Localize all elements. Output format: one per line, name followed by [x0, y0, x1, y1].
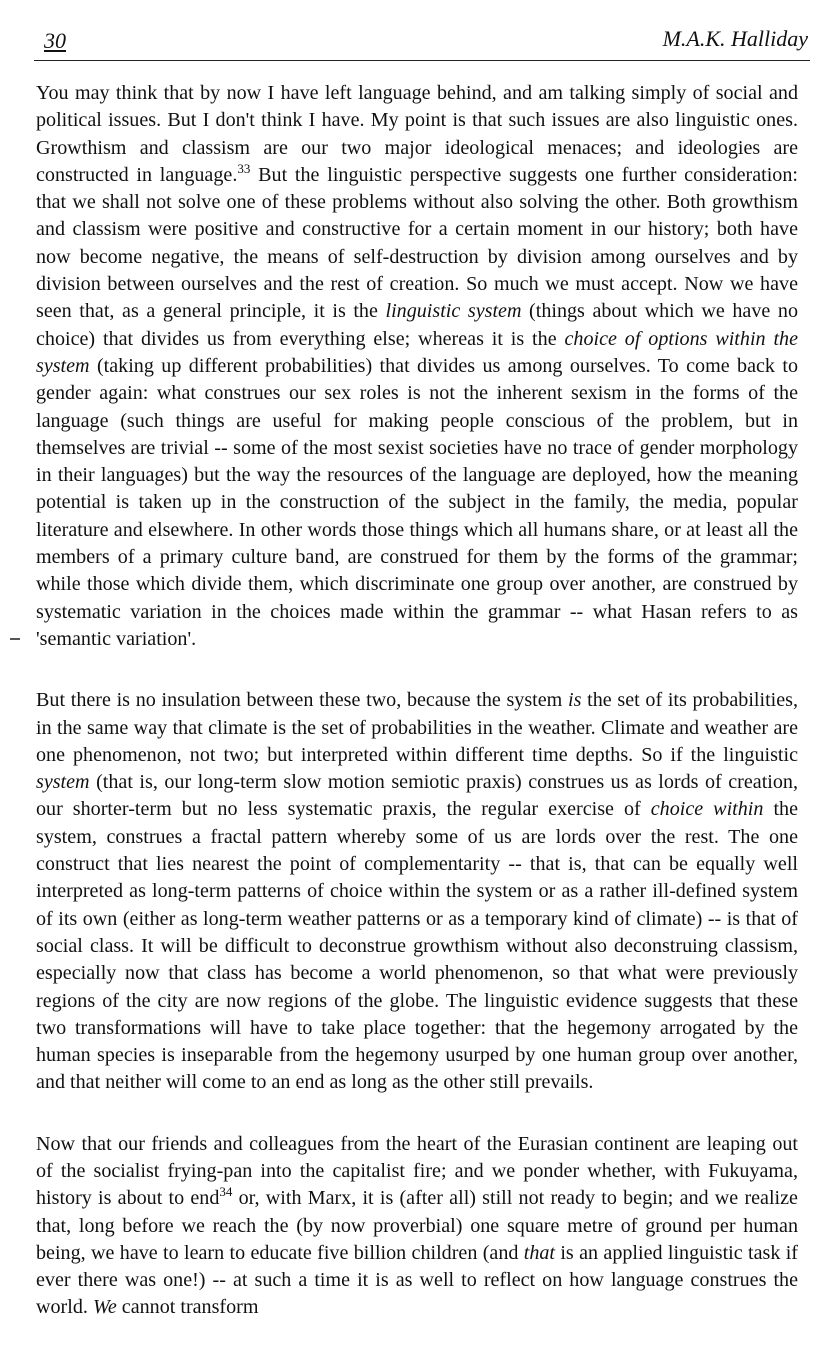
- body-text: [36, 80, 798, 1322]
- text-segment: (taking up different probabilities) that divides us among ourselves. To come back to gender again: what construes our sex roles is not the inherent sexism in the forms of the language (such things are useful for making people conscious of the problem, but in themselves are trivial -- some of the most sexist societies have no trace of gender morphology in their languages) but the way the resources of the language are deployed, how the meaning potential is taken up in the construction of the subject in the family, the media, popular literature and elsewhere. In other words those things which all humans share, or at least all the members of a primary culture band, are construed for them by the forms of the grammar; while those which divide them, which discriminate one group over another, are construed by systematic variation in the choices made within the grammar -- what Hasan refers to as 'semantic variation'.: [36, 354, 798, 650]
- italic-emphasis: that: [523, 1241, 556, 1264]
- paragraph: [36, 1131, 798, 1322]
- paragraph: [36, 80, 798, 653]
- text-segment: is an applied linguistic task if ever there was one!) -- at such a time it is as well to reflect on how language construes the world.: [36, 1241, 798, 1319]
- italic-emphasis: is: [568, 689, 582, 712]
- running-head-author: M.A.K. Halliday: [662, 26, 808, 51]
- page-header: [34, 20, 810, 61]
- paragraph: [36, 687, 798, 1096]
- text-segment: (that is, our long-term slow motion semiotic praxis) construes us as lords of creation, our shorter-term but no less systematic praxis, the regular exercise of: [36, 771, 798, 821]
- text-segment: the set of its probabilities, in the same way that climate is the set of probabilities in the weather. Climate and weather are one phenomenon, not two; but interpreted within different time depths. So if the linguistic: [36, 689, 798, 766]
- text-segment: You may think that by now I have left language behind, and am talking simply of social and political issues. But I don't think I have. My point is that such issues are also linguistic ones. Growthism and classism are our two major ideological menaces; and ideologies are constructed in language.: [36, 82, 798, 186]
- text-segment: Now that our friends and colleagues from the heart of the Eurasian continent are leaping out of the socialist frying-pan into the capitalist fire; and we ponder whether, with Fukuyama, history is about to end: [36, 1132, 798, 1210]
- text-segment: But the linguistic perspective suggests one further consideration: that we shall not solve one of these problems without also solving the other. Both growthism and classism were positive and constructive for a certain moment in our history; both have now become negative, the means of self-destruction by division among ourselves and by division between ourselves and the rest of creation. So much we must accept. Now we have seen that, as a general principle, it is the: [36, 163, 798, 323]
- italic-emphasis: linguistic system: [385, 300, 522, 323]
- text-segment: the system, construes a fractal pattern whereby some of us are lords over the rest. The one construct that lies nearest the point of complementarity -- that is, that can be equally well interpreted as long-term patterns of choice within the system or as a rather ill-defined system of its own (either as long-term weather patterns or as a temporary kind of climate) -- is that of social class. It will be difficult to deconstrue growthism without also deconstruing classism, especially now that class has become a world phenomenon, so that what were previously regions of the city are now regions of the globe. The linguistic evidence suggests that these two transformations will have to take place together: that the hegemony arrogated by the human species is inseparable from the hegemony usurped by one human group over another, and that neither will come to an end as long as the other still prevails.: [36, 798, 799, 1094]
- footnote-reference: 34: [219, 1184, 233, 1200]
- italic-emphasis: We: [92, 1296, 117, 1319]
- page-number: 30: [44, 28, 66, 53]
- italic-emphasis: system: [36, 771, 90, 794]
- footnote-reference: 33: [237, 160, 251, 176]
- text-segment: But there is no insulation between these two, because the system: [36, 689, 569, 712]
- text-segment: or, with Marx, it is (after all) still not ready to begin; and we realize that, long before we reach the (by now proverbial) one square metre of ground per human being, we have to learn to educate five billion children (and: [36, 1187, 798, 1264]
- margin-mark: [10, 638, 20, 640]
- italic-emphasis: choice of options within the system: [36, 327, 798, 377]
- text-segment: (things about which we have no choice) that divides us from everything else; whereas it is the: [36, 300, 798, 350]
- text-segment: cannot transform: [116, 1296, 259, 1319]
- italic-emphasis: choice within: [650, 798, 764, 821]
